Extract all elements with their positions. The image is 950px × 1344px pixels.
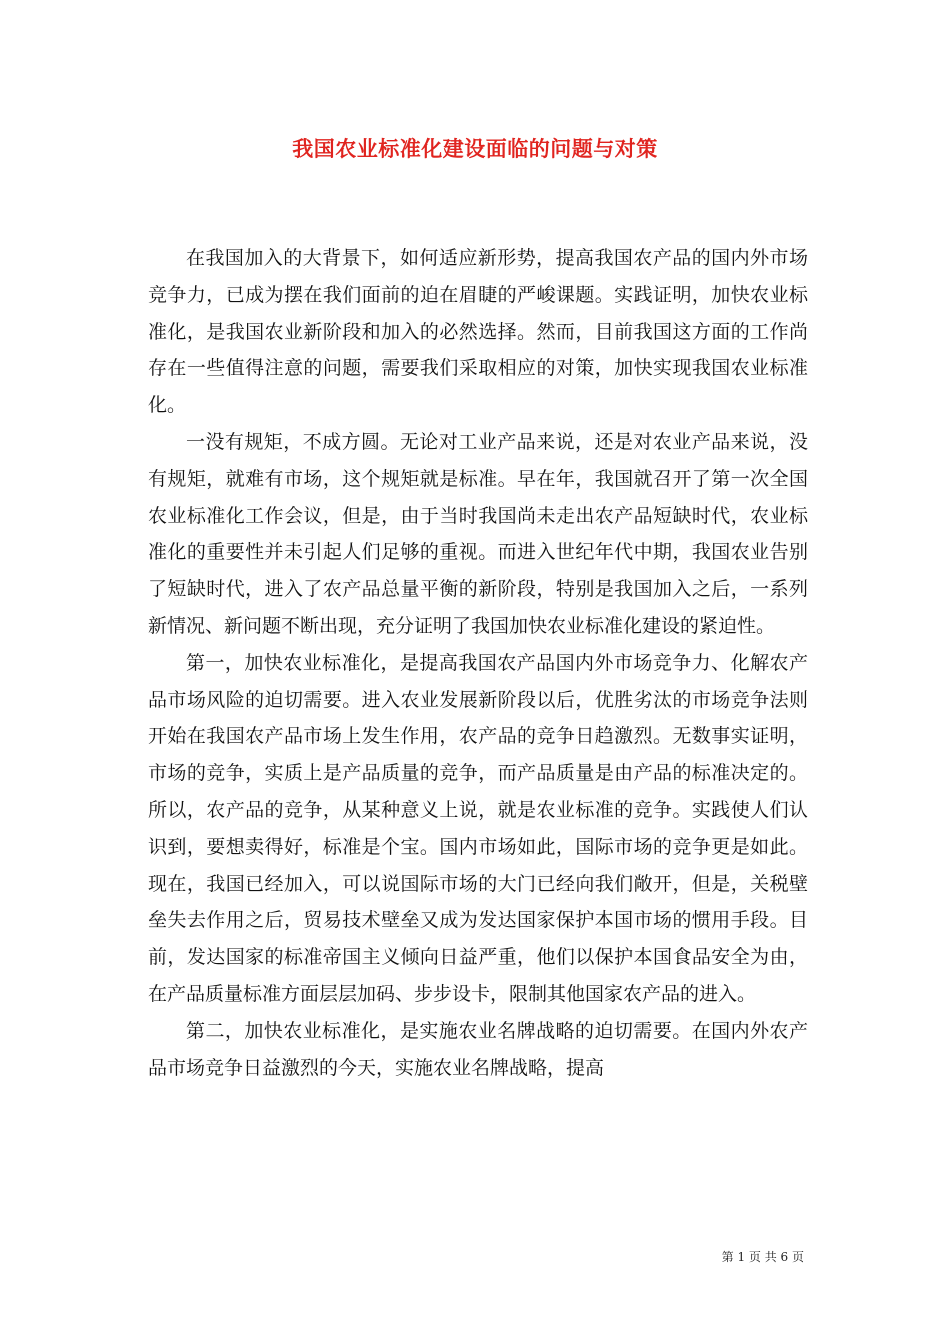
page-number-footer: 第 1 页 共 6 页 <box>721 1250 804 1264</box>
paragraph-3: 第一，加快农业标准化，是提高我国农产品国内外市场竞争力、化解农产品市场风险的迫切需要。进入农业发展新阶段以后，优胜劣汰的市场竞争法则开始在我国农产品市场上发生作用，农产品的竞争日趋激烈。无数事实证明，市场的竞争，实质上是产品质量的竞争，而产品质量是由产品的标准决定的。所以，农产品的竞争，从某种意义上说，就是农业标准的竞争。实践使人们认识到，要想卖得好，标准是个宝。国内市场如此，国际市场的竞争更是如此。现在，我国已经加入，可以说国际市场的大门已经向我们敞开，但是，关税壁垒失去作用之后，贸易技术壁垒又成为发达国家保护本国市场的惯用手段。目前，发达国家的标准帝国主义倾向日益严重，他们以保护本国食品安全为由，在产品质量标准方面层层加码、步步设卡，限制其他国家农产品的进入。 <box>148 651 808 1005</box>
paragraph-2: 一没有规矩，不成方圆。无论对工业产品来说，还是对农业产品来说，没有规矩，就难有市场，这个规矩就是标准。早在年，我国就召开了第一次全国农业标准化工作会议，但是，由于当时我国尚未走出农产品短缺时代，农业标准化的重要性并未引起人们足够的重视。而进入世纪年代中期，我国农业告别了短缺时代，进入了农产品总量平衡的新阶段，特别是我国加入之后，一系列新情况、新问题不断出现，充分证明了我国加快农业标准化建设的紧迫性。 <box>148 430 808 637</box>
paragraph-4: 第二，加快农业标准化，是实施农业名牌战略的迫切需要。在国内外农产品市场竞争日益激烈的今天，实施农业名牌战略，提高 <box>148 1019 808 1079</box>
document-title: 我国农业标准化建设面临的问题与对策 <box>292 136 658 161</box>
paragraph-1: 在我国加入的大背景下，如何适应新形势，提高我国农产品的国内外市场竞争力，已成为摆在我们面前的迫在眉睫的严峻课题。实践证明，加快农业标准化，是我国农业新阶段和加入的必然选择。然而，目前我国这方面的工作尚存在一些值得注意的问题，需要我们采取相应的对策，加快实现我国农业标准化。 <box>148 247 808 417</box>
document-body <box>148 240 808 1086</box>
